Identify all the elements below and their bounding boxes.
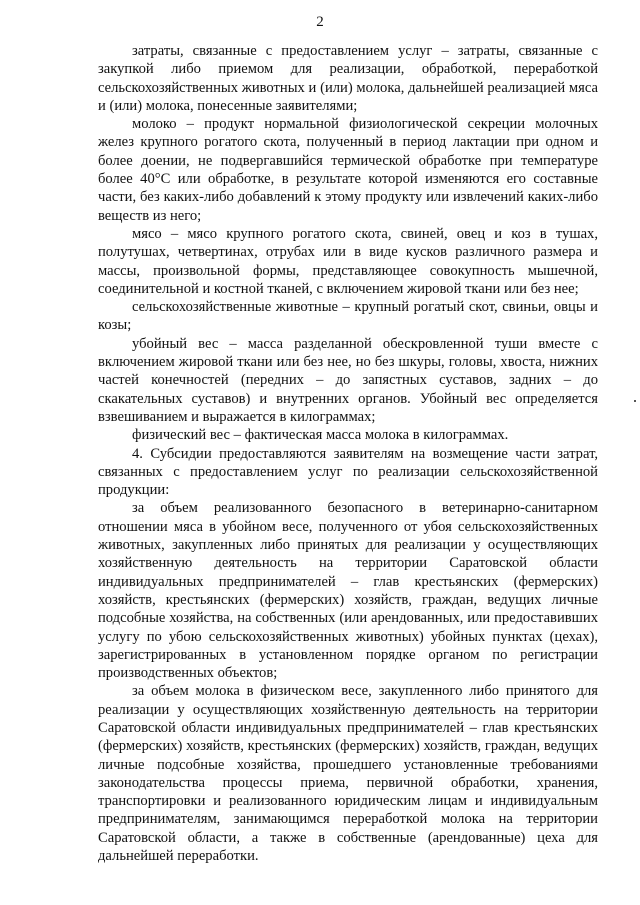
paragraph-physical-weight-definition: физический вес – фактическая масса молока в килограммах. (132, 427, 509, 444)
paragraph-slaughter-weight-definition: убойный вес – масса разделанной обескровленной туши вместе с включением жировой ткани или без нее, но без шкуры, головы, хвоста, нижних частей конечностей (передних – до запястных суставов, задних – до скакательных суставов) и внутренних органов. Убойный вес определяется взвешиванием и выражается в килограммах; (98, 335, 598, 425)
document-body (98, 42, 598, 865)
paragraph-meat-definition: мясо – мясо крупного рогатого скота, свиней, овец и коз в тушах, полутушах, четвертинах, отрубах или в виде кусков различного размера и массы, произвольной формы, представляющее совокупность мышечной, соединительной и костной тканей, с включением жировой ткани или без нее; (98, 225, 598, 297)
paragraph-milk-subsidy: за объем молока в физическом весе, закупленного либо принятого для реализации у осуществляющих хозяйственную деятельность на территории Саратовской области индивидуальных предпринимателей – глав крестьянских (фермерских) хозяйств, крестьянских (фермерских) хозяйств, граждан, ведущих личные подсобные хозяйства, прошедшего установленные требованиями законодательства процессы приема, первичной обработки, хранения, транспортировки и реализованного юридическим лицам и индивидуальным предпринимателям, занимающимся переработкой молока на территории Саратовской области, а также в собственные (арендованные) цеха для дальнейшей переработки. (98, 683, 598, 865)
paragraph-meat-subsidy: за объем реализованного безопасного в ветеринарно-санитарном отношении мяса в убойном весе, полученного от убоя сельскохозяйственных животных, закупленных либо принятых для реализации у осуществляющих хозяйственную деятельность на территории Саратовской области индивидуальных предпринимателей – глав крестьянских (фермерских) хозяйств, крестьянских (фермерских) хозяйств, граждан, ведущих личные подсобные хозяйства, на собственных (или арендованных, или предоставивших услугу по убою сельскохозяйственных животных) убойных пунктах (цехах), зарегистрированных в установленном порядке органом по регистрации производственных объектов; (98, 500, 598, 682)
paragraph-farm-animals-definition: сельскохозяйственные животные – крупный рогатый скот, свиньи, овцы и козы; (98, 299, 598, 334)
paragraph-section-4: 4. Субсидии предоставляются заявителям на возмещение части затрат, связанных с предоставлением услуг по реализации сельскохозяйственной продукции: (98, 445, 598, 499)
scan-artifact (634, 400, 636, 402)
paragraph-service-costs: затраты, связанные с предоставлением услуг – затраты, связанные с закупкой либо приемом для реализации, обработкой, переработкой сельскохозяйственных животных и (или) молока, дальнейшей реализацией мяса и (или) молока, понесенные заявителями; (98, 43, 598, 114)
paragraph-milk-definition: молоко – продукт нормальной физиологической секреции молочных желез крупного рогатого скота, полученный в период лактации при одном и более доении, не подвергавшийся термической обработке при температуре более 40°С или обработке, в результате которой изменяются его составные части, без каких-либо добавлений к этому продукту или извлечений каких-либо веществ из него; (98, 116, 598, 224)
page-number: 2 (316, 14, 324, 30)
